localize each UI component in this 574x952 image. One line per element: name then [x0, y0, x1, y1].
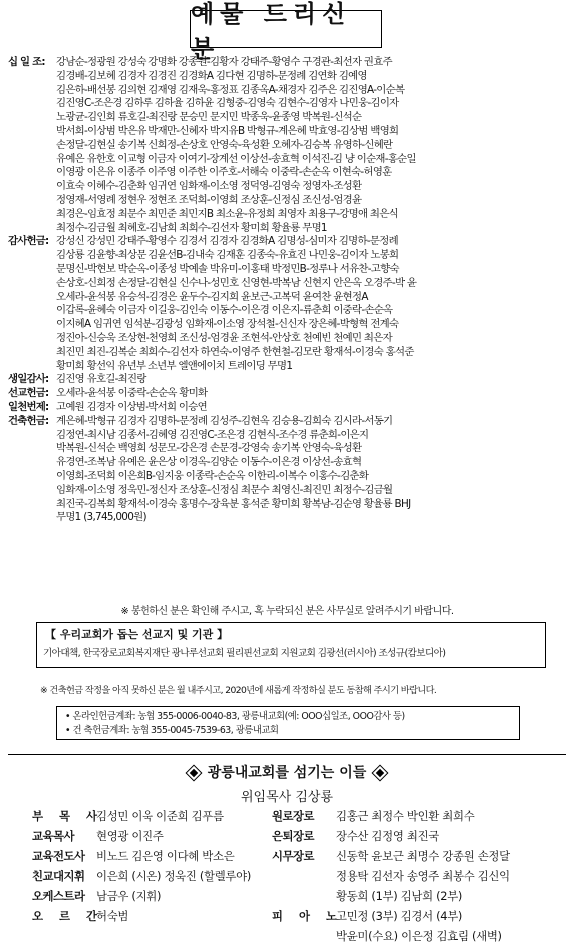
staff-role: 교육목사 [32, 829, 75, 843]
account-box [56, 706, 520, 740]
staff-names: 이은희 (시온) 정욱진 (할렐루야) [96, 869, 251, 883]
offering-row [8, 511, 568, 525]
offering-category-label [8, 511, 56, 525]
offering-names: 최경은-임효정 최문수 최민준 최민지B 최소윤-유정희 최영자 최용구-강명애 최은식 [56, 207, 398, 220]
offering-row [8, 456, 568, 470]
staff-row [272, 926, 510, 946]
offering-row [8, 332, 568, 346]
staff-heading-text: 광릉내교회를 섬기는 이들 [207, 765, 367, 781]
staff-names: 남금우 (지휘) [96, 889, 162, 903]
staff-role: 시무장로 [272, 849, 315, 863]
staff-row [32, 906, 251, 926]
offering-names: 노광균-김인희 류호길-최진랑 문승민 문지민 박종욱-윤종영 박복원-신석순 [56, 111, 362, 124]
staff-row [272, 886, 510, 906]
offering-category-label [8, 470, 56, 484]
online-account: • 온라인헌금계좌: 농협 355-0006-0040-83, 광릉내교회(예: OOO십일조, OOO감사 등) [65, 711, 405, 722]
offering-category-label [8, 304, 56, 318]
offering-category-label [8, 429, 56, 443]
diamond-icon [372, 765, 389, 782]
offering-names: 문명신-박현보 박순옥-이종성 박예솔 박유미-이홍태 박정민B-정루나 서유찬-고향숙 [56, 262, 399, 275]
offering-row [8, 139, 568, 153]
mission-support-box [36, 622, 546, 668]
staff-role: 피 아 노 [272, 909, 343, 923]
offering-row [8, 111, 568, 125]
offering-row [8, 166, 568, 180]
offering-category-label [8, 484, 56, 498]
offering-names: 이영광 이은유 이종주 이주영 이주한 이주호-서해숙 이중락-손순옥 이현숙-허영훈 [56, 166, 392, 179]
offering-names: 손정달-김현실 송기복 신희정-손상호 안영숙-육성환 오혜자-김승복 유영하-신혜란 [56, 138, 393, 151]
offering-names: 고예원 김경자 이상범-박서희 이승연 [56, 400, 207, 413]
staff-role [272, 886, 336, 906]
offering-row [8, 373, 568, 387]
offering-category-label: 선교헌금: [8, 387, 49, 400]
offering-names: 무명1 (3,745,000원) [56, 511, 146, 524]
offering-category-label [8, 263, 56, 277]
offering-row [8, 360, 568, 374]
offering-category-label [8, 277, 56, 291]
offering-row [8, 415, 568, 429]
staff-row [32, 846, 251, 866]
staff-right-list [272, 806, 510, 946]
offering-row [8, 277, 568, 291]
staff-names: 고민정 (3부) 김경서 (4부) [336, 909, 463, 923]
offering-row [8, 498, 568, 512]
staff-names: 김홍근 최정수 박인환 최희수 [336, 809, 475, 823]
offering-names: 최진민 최진-김복순 최희수-김선자 하연숙-이영주 한현철-김모란 황재석-이경숙 홍석준 [56, 345, 414, 358]
offering-category-label [8, 222, 56, 236]
offering-row [8, 180, 568, 194]
offering-category-label [8, 70, 56, 84]
offering-row [8, 249, 568, 263]
mission-support-list: 기아대책, 한국장로교회복지재단 광나루선교회 필리핀선교회 지원교회 김광선(러시아) 조성규(캄보디아) [43, 648, 446, 659]
staff-heading [0, 762, 574, 782]
offering-category-label [8, 84, 56, 98]
offering-row [8, 125, 568, 139]
senior-pastor: 위임목사 김상룡 [240, 790, 334, 805]
offering-row [8, 304, 568, 318]
offering-names: 김상룡 김윤향-최상문 김윤선B-김내숙 김재훈 김종숙-유효진 나민웅-김이자 노봉희 [56, 249, 399, 262]
staff-names: 허숙범 [96, 909, 129, 923]
staff-names: 박윤미(수요) 이은정 김효림 (새벽) [336, 929, 502, 943]
staff-row [272, 826, 510, 846]
diamond-icon [185, 765, 202, 782]
offering-names: 손상호-신희정 손정달-김현실 신수나-성민호 신영현-박복남 신현지 안은옥 오경주-박 윤 [56, 276, 417, 289]
offering-names: 최진국-김복희 황재석-이경숙 홍명수-장육분 홍석준 황미희 황복남-김순영 황율룡 BHJ [56, 497, 411, 510]
offering-names: 유경연-조복남 유예은 윤은상 이경옥-김양순 이동수-이은경 이상선-송효혁 [56, 456, 362, 469]
offering-category-label [8, 153, 56, 167]
offering-row [8, 194, 568, 208]
offering-row [8, 346, 568, 360]
offering-names: 김진영C-조은경 김하루 김하율 김하윤 김형중-김영숙 김현수-김영자 나민웅-김이자 [56, 97, 399, 110]
staff-row [272, 846, 510, 866]
offering-names: 김은하-배선봉 김의현 김재영 김재욱-홍정표 김종옥A-채경자 김주은 김진영A-이순복 [56, 83, 405, 96]
offering-row [8, 70, 568, 84]
offering-names: 이영희-조덕희 이은희B-임지웅 이종락-손순옥 이한리-이복수 이홍수-김춘화 [56, 469, 369, 482]
offering-names: 최정수-김금월 최혜호-김남희 최희수-김선자 황미희 황율룡 무명1 [56, 221, 327, 234]
offering-row [8, 235, 568, 249]
staff-names: 김성민 이욱 이준희 김푸름 [96, 809, 224, 823]
offering-row [8, 442, 568, 456]
offering-names: 오세라-윤석봉 이중락-손순옥 황미화 [56, 387, 208, 400]
offering-row [8, 387, 568, 401]
offering-row [8, 291, 568, 305]
staff-row [32, 886, 251, 906]
staff-row [32, 866, 251, 886]
staff-role: 부 목 사 [32, 809, 103, 823]
offering-category-label [8, 249, 56, 263]
staff-role: 은퇴장로 [272, 829, 315, 843]
offering-category-label: 십 일 조: [8, 56, 45, 68]
offering-names: 황미희 황선익 유년부 소년부 엘앤에이치 트레이딩 무명1 [56, 359, 293, 372]
offering-category-label [8, 125, 56, 139]
staff-role: 교육전도사 [32, 849, 85, 863]
divider [8, 754, 566, 755]
staff-row [272, 866, 510, 886]
offering-row [8, 222, 568, 236]
offering-row [8, 153, 568, 167]
page-title: 예물 드리신 분 [190, 10, 382, 48]
staff-role: 원로장로 [272, 809, 315, 823]
offering-category-label [8, 456, 56, 470]
offering-category-label [8, 139, 56, 153]
offering-category-label [8, 360, 56, 374]
offering-row [8, 97, 568, 111]
offering-list [8, 56, 568, 525]
staff-row [32, 806, 251, 826]
offering-names: 유예은 유한호 이교형 이금자 이여기-장계선 이상선-송효혁 이석진-김 냥 이순재-홍순일 [56, 152, 416, 165]
offering-names: 이지혜A 임귀연 임석분-김광성 임화재-이소영 장석철-신신자 장은혜-박형혁 전계숙 [56, 318, 399, 331]
offering-row [8, 208, 568, 222]
staff-row [32, 826, 251, 846]
offering-row [8, 470, 568, 484]
offering-category-label [8, 332, 56, 346]
offering-category-label [8, 442, 56, 456]
offering-row [8, 401, 568, 415]
offering-names: 임화재-이소영 정욱민-정신자 조상훈-신정심 최문수 최영신-최진민 최정수-김금월 [56, 483, 393, 496]
offering-names: 정진아-신승욱 조상현-천영희 조신성-엄경윤 조현석-안상호 천예빈 천예민 최은자 [56, 331, 392, 344]
staff-names: 현영광 이진주 [96, 829, 164, 843]
building-account: • 건 축헌금계좌: 농협 355-0045-7539-63, 광릉내교회 [65, 725, 279, 736]
offering-row [8, 484, 568, 498]
offering-category-label [8, 498, 56, 512]
staff-role: 친교대지휘 [32, 869, 85, 883]
offering-names: 정영재-서영례 정현우 정현조 조덕희-이영희 조상훈-신정심 조신성-엄경윤 [56, 193, 362, 206]
staff-names: 비노드 김은영 이다혜 박소은 [96, 849, 235, 863]
staff-role: 오 르 간 [32, 909, 103, 923]
staff-role [272, 926, 336, 946]
staff-row [272, 906, 510, 926]
offering-names: 이갑록-윤혜숙 이금자 이길웅-김인숙 이동수-이은경 이은지-류춘희 이중락-손순옥 [56, 304, 393, 317]
offering-category-label [8, 166, 56, 180]
staff-names: 장수산 김정영 최진국 [336, 829, 439, 843]
offering-names: 오세라-윤석봉 유승석-김경은 윤두수-김지희 윤보근-고복덕 윤여찬 윤현정A [56, 290, 368, 303]
offering-names: 김정연-최시남 김종서-김혜영 김진영C-조은경 김현식-조수경 류춘희-이은지 [56, 428, 369, 441]
offering-names: 계은혜-박형규 김경자 김명하-문정례 김성주-김현옥 김승용-김희숙 김시라-서동기 [56, 414, 393, 427]
offering-names: 강남순-정광원 강성숙 강명화 강종원-김황자 강태주-황영수 구경관-최선자 권효주 [56, 56, 392, 68]
offering-names: 김진영 유호길-최진랑 [56, 373, 146, 386]
offering-category-label [8, 194, 56, 208]
offering-row [8, 84, 568, 98]
offering-category-label [8, 180, 56, 194]
offering-category-label [8, 111, 56, 125]
offering-category-label: 건축헌금: [8, 414, 49, 427]
offering-category-label [8, 291, 56, 305]
offering-row [8, 318, 568, 332]
staff-role [272, 866, 336, 886]
offering-row [8, 429, 568, 443]
offering-names: 박복원-신석순 백영희 성문모-강은경 손문경-강영숙 송기복 안영숙-육성환 [56, 442, 362, 455]
offering-category-label: 생일감사: [8, 373, 49, 386]
staff-row [272, 806, 510, 826]
offering-category-label [8, 346, 56, 360]
offering-category-label [8, 97, 56, 111]
building-fund-notice: ※ 건축헌금 작정을 아직 못하신 분은 월 내주시고, 2020년에 새롭게 작정하실 분도 동참해 주시기 바랍니다. [40, 685, 437, 696]
offering-category-label [8, 208, 56, 222]
offering-category-label [8, 318, 56, 332]
staff-role: 오케스트라 [32, 889, 85, 903]
staff-names: 신동학 윤보근 최명수 강종원 손정달 [336, 849, 510, 863]
offering-category-label: 감사헌금: [8, 235, 49, 248]
offering-names: 박서희-이상범 박은유 박재만-신혜자 박지유B 박형규-계은혜 박효영-김상범 백영희 [56, 124, 399, 137]
staff-names: 황동희 (1부) 김남희 (2부) [336, 889, 463, 903]
offering-category-label: 일천번제: [8, 400, 49, 413]
offering-names: 이효숙 이혜수-김춘화 임귀연 임화재-이소영 정덕영-김영숙 정영자-조성환 [56, 180, 362, 193]
offering-names: 김경배-김보혜 김경자 김경진 김경화A 김다현 김명하-문정례 김연화 김예영 [56, 69, 367, 82]
offering-names: 강성신 강성민 강태주-황영수 김경서 김경자 김경화A 김명성-심미자 김명하-문정례 [56, 235, 398, 248]
offering-row [8, 56, 568, 70]
mission-support-title: 【 우리교회가 돕는 선교지 및 기관 】 [45, 628, 229, 641]
offering-row [8, 263, 568, 277]
staff-left-list [32, 806, 251, 926]
notice-missing: ※ 봉헌하신 분은 확인해 주시고, 혹 누락되신 분은 사무실로 알려주시기 바랍니다. [120, 606, 454, 617]
staff-names: 정용탁 김선자 송영주 최봉수 김신익 [336, 869, 510, 883]
